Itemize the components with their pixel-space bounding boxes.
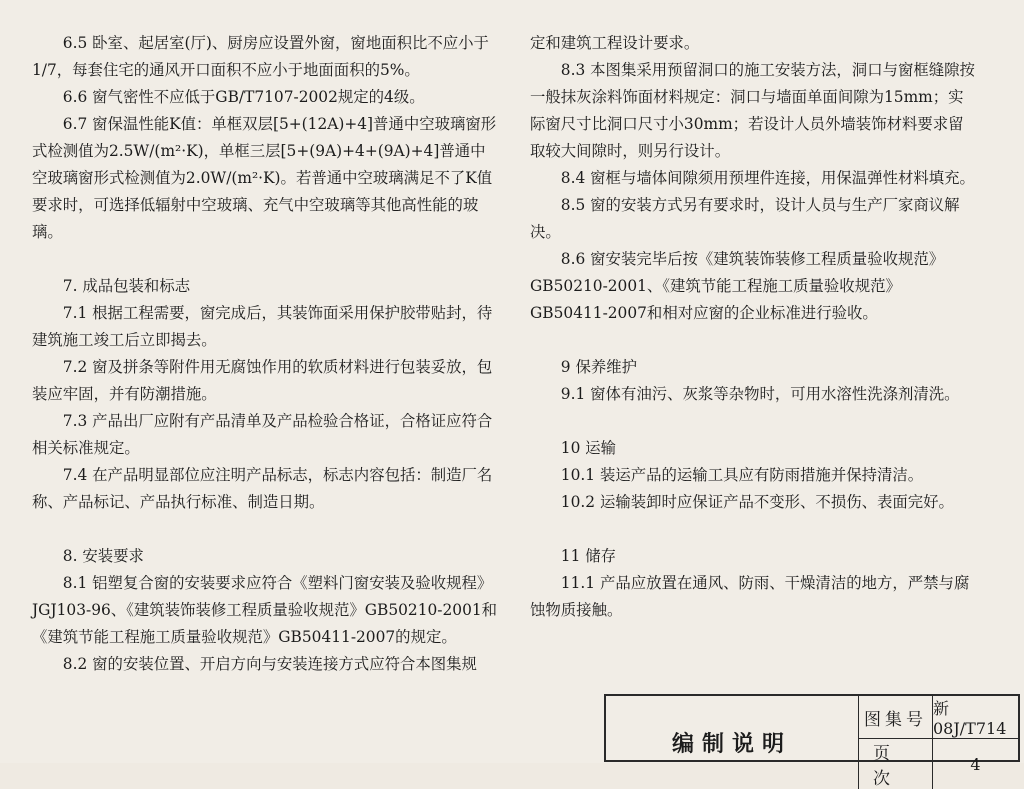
right-column [530, 30, 978, 624]
section-9-heading: 9 保养维护 [560, 358, 638, 376]
clause-7-4: 7.4 在产品明显部位应注明产品标志，标志内容包括：制造厂名称、产品标记、产品执行标准、制造日期。 [32, 466, 493, 511]
clause-7-2: 7.2 窗及拼条等附件用无腐蚀作用的软质材料进行包装妥放，包装应牢固，并有防潮措施。 [32, 358, 493, 403]
section-8-heading: 8. 安装要求 [62, 547, 144, 565]
clause-6-5: 6.5 卧室、起居室(厅)、厨房应设置外窗，窗地面积比不应小于1/7，每套住宅的通风开口面积不应小于地面面积的5%。 [32, 34, 489, 79]
clause-8-5: 8.5 窗的安装方式另有要求时，设计人员与生产厂家商议解决。 [530, 196, 960, 241]
clause-7-3: 7.3 产品出厂应附有产品清单及产品检验合格证，合格证应符合相关标准规定。 [32, 412, 493, 457]
clause-9-1: 9.1 窗体有油污、灰浆等杂物时，可用水溶性洗涤剂清洗。 [560, 385, 960, 403]
atlas-number-label: 图集号 [858, 696, 932, 739]
section-10-heading: 10 运输 [560, 439, 617, 457]
clause-7-1: 7.1 根据工程需要，窗完成后，其装饰面采用保护胶带贴封，待建筑施工竣工后立即揭去。 [32, 304, 493, 349]
clause-8-1: 8.1 铝塑复合窗的安装要求应符合《塑料门窗安装及验收规程》JGJ103-96、《建筑装饰装修工程质量验收规范》GB50210-2001和《建筑节能工程施工质量验收规范》GB50411-2007的规定。 [32, 574, 498, 646]
atlas-number-value: 新08J/T714 [932, 696, 1018, 739]
title-block-title: 编制说明 [671, 731, 792, 757]
clause-10-2: 10.2 运输装卸时应保证产品不变形、不损伤、表面完好。 [560, 493, 954, 511]
section-11-heading: 11 储存 [560, 547, 617, 565]
clause-8-2-continued: 定和建筑工程设计要求。 [530, 34, 700, 52]
title-block [604, 694, 1020, 789]
clause-6-6: 6.6 窗气密性不应低于GB/T7107-2002规定的4级。 [62, 88, 425, 106]
clause-8-6: 8.6 窗安装完毕后按《建筑装饰装修工程质量验收规范》GB50210-2001、《建筑节能工程施工质量验收规范》GB50411-2007和相对应窗的企业标准进行验收。 [530, 250, 945, 322]
clause-8-3: 8.3 本图集采用预留洞口的施工安装方法，洞口与窗框缝隙按一般抹灰涂料饰面材料规定：洞口与墙面单面间隙为15mm；实际窗尺寸比洞口尺寸小30mm；若设计人员外墙装饰材料要求留取较大间隙时，则另行设计。 [530, 61, 975, 160]
left-column [32, 30, 500, 678]
page-number-value: 4 [932, 739, 1018, 789]
clause-8-2: 8.2 窗的安装位置、开启方向与安装连接方式应符合本图集规 [62, 655, 477, 673]
clause-6-7: 6.7 窗保温性能K值：单框双层[5+(12A)+4]普通中空玻璃窗形式检测值为2.5W/(m²·K)，单框三层[5+(9A)+4+(9A)+4]普通中空玻璃窗形式检测值为2.0W/(m²·K)。若普通中空玻璃满足不了K值要求时，可选择低辐射中空玻璃、充气中空玻璃等其他高性能的玻璃。 [32, 115, 497, 241]
section-7-heading: 7. 成品包装和标志 [62, 277, 191, 295]
clause-11-1: 11.1 产品应放置在通风、防雨、干燥清洁的地方，严禁与腐蚀物质接触。 [530, 574, 970, 619]
clause-8-4: 8.4 窗框与墙体间隙须用预埋件连接，用保温弹性材料填充。 [560, 169, 975, 187]
clause-10-1: 10.1 装运产品的运输工具应有防雨措施并保持清洁。 [560, 466, 924, 484]
page-number-label: 页次 [858, 739, 932, 789]
